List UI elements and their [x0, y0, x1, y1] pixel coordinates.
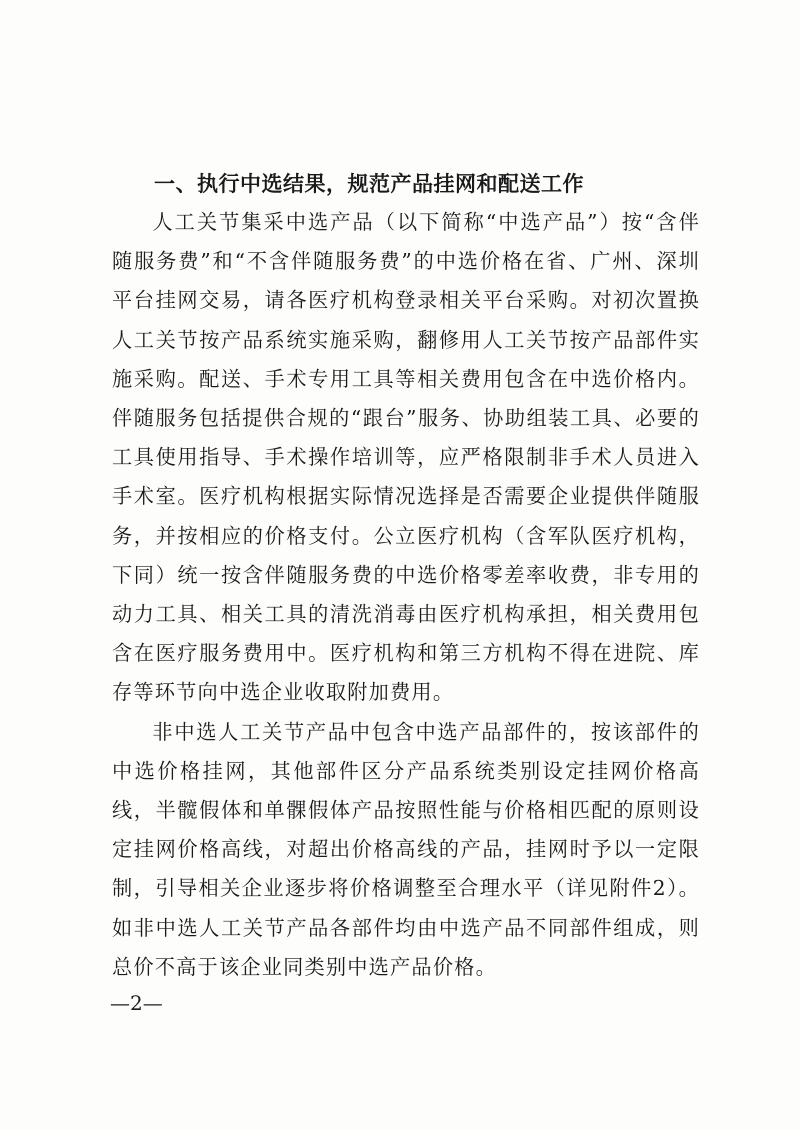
section-heading: 一、执行中选结果，规范产品挂网和配送工作: [154, 172, 584, 196]
paragraph-1: 人工关节集采中选产品（以下简称“中选产品”）按“含伴随服务费”和“不含伴随服务费”的中选价格在省、广州、深圳平台挂网交易，请各医疗机构登录相关平台采购。对初次置换人工关节按产品系统实施采购，翻修用人工关节按产品部件实施采购。配送、手术专用工具等相关费用包含在中选价格内。伴随服务包括提供合规的“跟台”服务、协助组装工具、必要的工具使用指导、手术操作培训等，应严格限制非手术人员进入手术室。医疗机构根据实际情况选择是否需要企业提供伴随服务，并按相应的价格支付。公立医疗机构（含军队医疗机构，下同）统一按含伴随服务费的中选价格零差率收费，非专用的动力工具、相关工具的清洗消毒由医疗机构承担，相关费用包含在医疗服务费用中。医疗机构和第三方机构不得在进院、库存等环节向中选企业收取附加费用。: [112, 210, 700, 705]
paragraph-2: 非中选人工关节产品中包含中选产品部件的，按该部件的中选价格挂网，其他部件区分产品系统类别设定挂网价格高线，半髋假体和单髁假体产品按照性能与价格相匹配的原则设定挂网价格高线，对超出价格高线的产品，挂网时予以一定限制，引导相关企业逐步将价格调整至合理水平（详见附件2）。如非中选人工关节产品各部件均由中选产品不同部件组成，则总价不高于该企业同类别中选产品价格。: [112, 719, 700, 979]
document-body: [112, 168, 700, 987]
page-number: —2—: [110, 991, 163, 1015]
